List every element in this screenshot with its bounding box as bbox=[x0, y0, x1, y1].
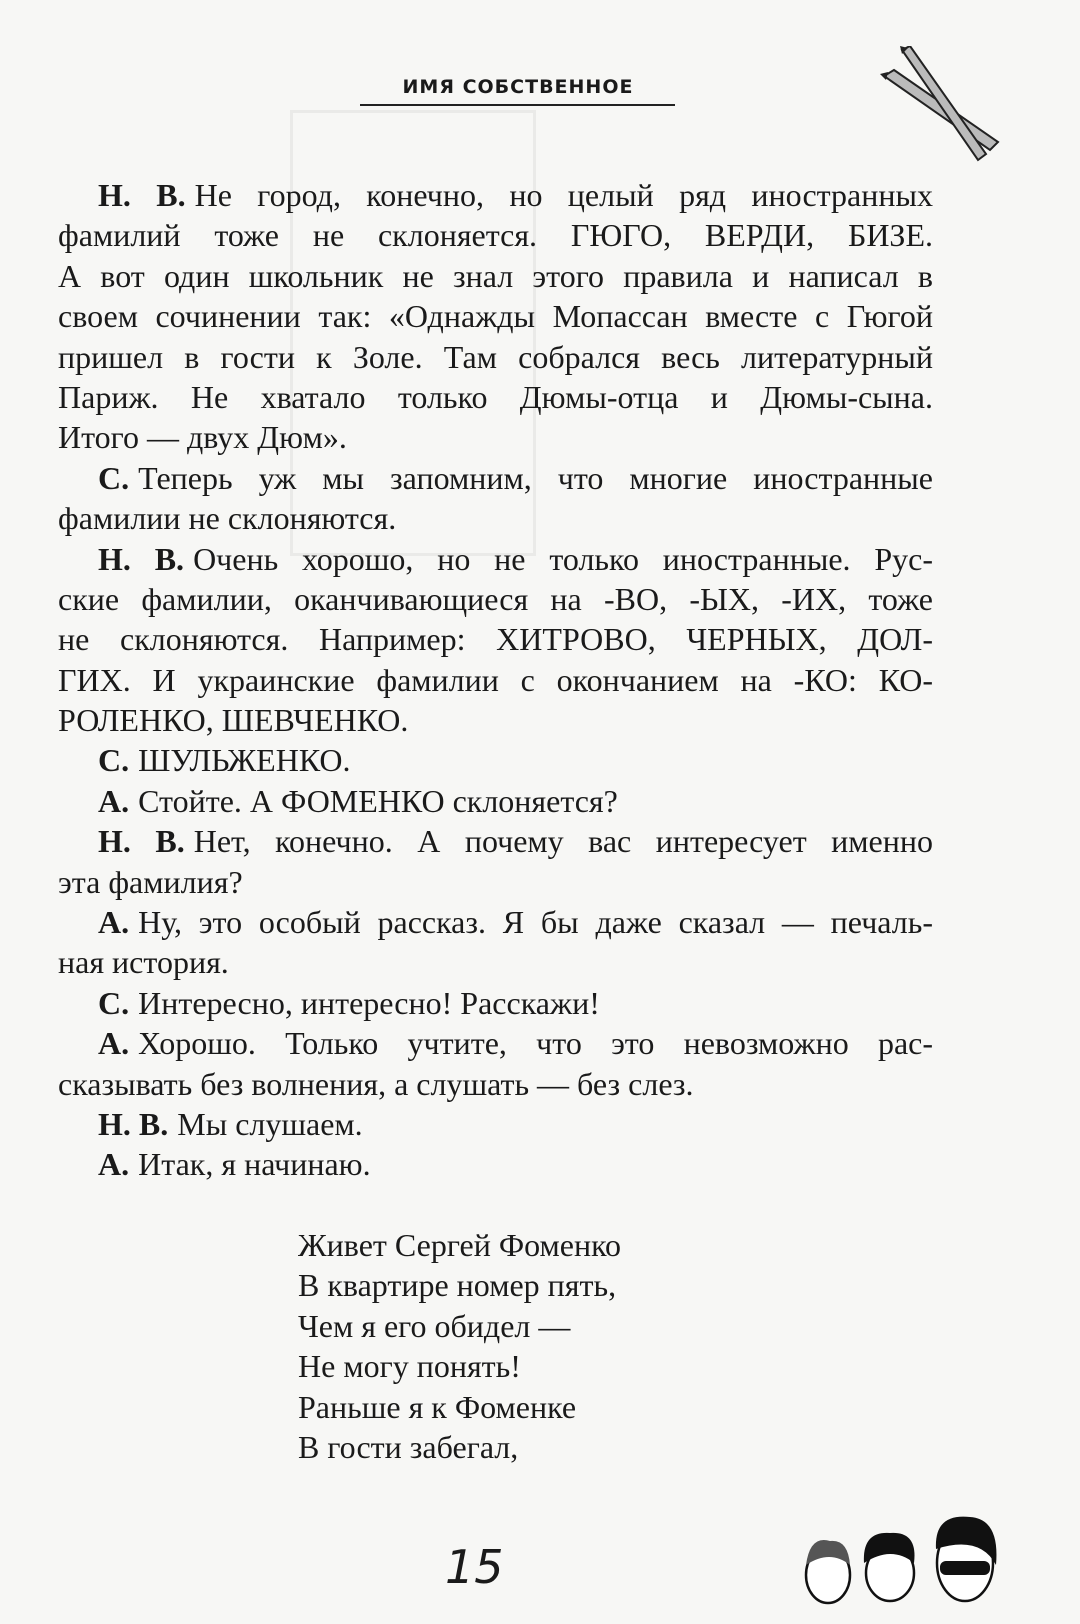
text-line bbox=[58, 417, 933, 457]
text-line bbox=[58, 539, 933, 579]
poem-line: В квартире номер пять, bbox=[298, 1267, 617, 1304]
text-line bbox=[58, 1064, 933, 1104]
text-line bbox=[58, 498, 933, 538]
line-text: Нет, конечно. А почему вас интересует именно bbox=[193, 823, 934, 860]
line-text: Париж. Не хватало только Дюмы-отца и Дюмы-сына. bbox=[58, 378, 933, 415]
speaker-label: С. bbox=[98, 742, 130, 779]
line-text: эта фамилия? bbox=[58, 863, 243, 900]
poem-line: Не могу понять! bbox=[298, 1348, 521, 1385]
text-line bbox=[58, 983, 933, 1023]
line-text: Итак, я начинаю. bbox=[138, 1146, 371, 1183]
speaker-label: А. bbox=[98, 904, 130, 941]
speaker-label: С. bbox=[98, 459, 130, 496]
line-text: фамилии не склоняются. bbox=[58, 500, 397, 537]
header-rule bbox=[360, 104, 675, 106]
line-text: ШУЛЬЖЕНКО. bbox=[138, 742, 351, 779]
poem bbox=[298, 1225, 621, 1467]
speaker-label: Н. В. bbox=[98, 1105, 169, 1142]
line-text: Теперь уж мы запомним, что многие иностранные bbox=[138, 459, 933, 496]
text-line bbox=[58, 740, 933, 780]
running-header: ИМЯ СОБСТВЕННОЕ bbox=[402, 76, 634, 98]
text-line bbox=[58, 619, 933, 659]
line-text: Очень хорошо, но не только иностранные. Рус- bbox=[193, 540, 934, 577]
line-text: Итого — двух Дюм». bbox=[58, 419, 347, 456]
speaker-label: С. bbox=[98, 984, 130, 1021]
text-line bbox=[58, 942, 933, 982]
line-text: ские фамилии, оканчивающиеся на -ВО, -ЫХ, -ИХ, тоже bbox=[58, 580, 933, 617]
text-line bbox=[58, 215, 933, 255]
text-line bbox=[58, 700, 933, 740]
line-text: Мы слушаем. bbox=[177, 1105, 363, 1142]
line-text: Ну, это особый рассказ. Я бы даже сказал — печаль- bbox=[138, 904, 933, 941]
text-line bbox=[58, 1104, 933, 1144]
line-text: пришел в гости к Золе. Там собрался весь литературный bbox=[58, 338, 933, 375]
speaker-label: Н. В. bbox=[98, 540, 185, 577]
line-text: Интересно, интересно! Расскажи! bbox=[138, 984, 600, 1021]
line-text: ГИХ. И украинские фамилии с окончанием на -КО: КО- bbox=[58, 661, 933, 698]
crossed-pencils-icon bbox=[880, 46, 1006, 162]
line-text: своем сочинении так: «Однажды Мопассан вместе с Гюгой bbox=[58, 298, 933, 335]
three-faces-illustration-icon bbox=[800, 1505, 1010, 1615]
poem-line: Раньше я к Фоменке bbox=[298, 1388, 577, 1425]
page-number: 15 bbox=[445, 1540, 504, 1594]
text-line bbox=[58, 377, 933, 417]
text-line bbox=[58, 175, 933, 215]
line-text: сказывать без волнения, а слушать — без слез. bbox=[58, 1065, 694, 1102]
text-line bbox=[58, 660, 933, 700]
speaker-label: А. bbox=[98, 1025, 130, 1062]
line-text: Стойте. А ФОМЕНКО склоняется? bbox=[138, 782, 618, 819]
speaker-label: А. bbox=[98, 1146, 130, 1183]
line-text: РОЛЕНКО, ШЕВЧЕНКО. bbox=[58, 702, 409, 739]
line-text: не склоняются. Например: ХИТРОВО, ЧЕРНЫХ, ДОЛ- bbox=[58, 621, 933, 658]
text-line bbox=[58, 579, 933, 619]
text-line bbox=[58, 458, 933, 498]
text-line bbox=[58, 821, 933, 861]
line-text: фамилий тоже не склоняется. ГЮГО, ВЕРДИ, БИЗЕ. bbox=[58, 217, 933, 254]
speaker-label: А. bbox=[98, 782, 130, 819]
line-text: А вот один школьник не знал этого правила и написал в bbox=[58, 257, 933, 294]
line-text: ная история. bbox=[58, 944, 229, 981]
text-line bbox=[58, 862, 933, 902]
speaker-label: Н. В. bbox=[98, 177, 186, 213]
text-line bbox=[58, 337, 933, 377]
text-line bbox=[58, 902, 933, 942]
line-text: Не город, конечно, но целый ряд иностранных bbox=[194, 177, 934, 213]
text-line bbox=[58, 1144, 933, 1184]
text-line bbox=[58, 256, 933, 296]
line-text: Хорошо. Только учтите, что это невозможно рас- bbox=[138, 1025, 933, 1062]
poem-line: Живет Сергей Фоменко bbox=[298, 1227, 622, 1263]
speaker-label: Н. В. bbox=[98, 823, 185, 860]
text-line bbox=[58, 1023, 933, 1063]
poem-line: В гости забегал, bbox=[298, 1428, 519, 1465]
text-line bbox=[58, 296, 933, 336]
poem-line: Чем я его обидел — bbox=[298, 1307, 571, 1344]
text-line bbox=[58, 781, 933, 821]
dialogue-text bbox=[58, 175, 933, 1185]
